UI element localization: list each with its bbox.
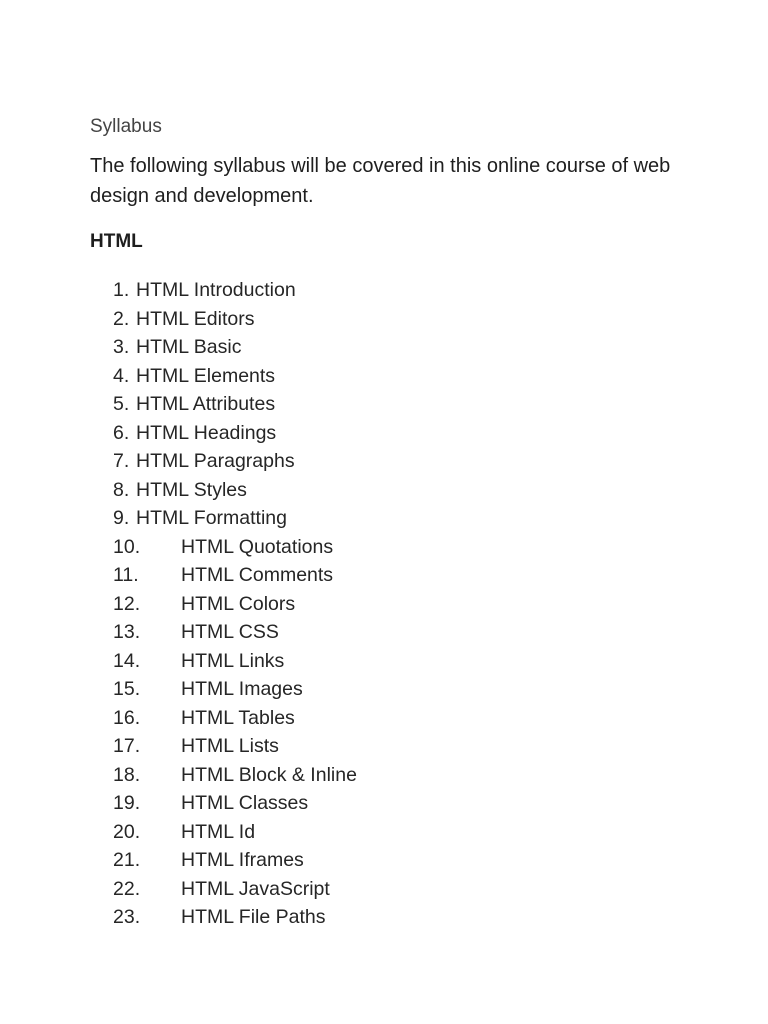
list-item-label: HTML Id	[181, 820, 256, 843]
list-item-label: HTML Attributes	[136, 393, 276, 415]
list-item-label: HTML Links	[181, 649, 285, 672]
list-item	[0, 732, 768, 761]
list-item-label: HTML Tables	[181, 706, 295, 729]
list-item-label: HTML JavaScript	[181, 877, 330, 900]
list-item	[0, 276, 768, 305]
list-item	[0, 561, 768, 590]
list-item	[0, 647, 768, 676]
list-item	[0, 675, 768, 704]
list-item	[0, 590, 768, 619]
list-item-number: 19.	[113, 792, 141, 814]
list-item-number: 6.	[113, 421, 130, 444]
list-item	[0, 476, 768, 505]
list-item-number: 10.	[113, 535, 141, 558]
list-item-label: HTML Lists	[181, 735, 279, 757]
list-item-number: 11.	[113, 564, 139, 586]
list-item-number: 21.	[113, 849, 141, 871]
list-item	[0, 447, 768, 476]
list-item	[0, 390, 768, 419]
list-item	[0, 818, 768, 847]
list-item-number: 4.	[113, 364, 130, 387]
list-item-number: 13.	[113, 621, 141, 643]
list-item-label: HTML Styles	[136, 478, 247, 501]
list-item-number: 3.	[113, 336, 130, 358]
list-item-number: 12.	[113, 592, 141, 615]
list-item-label: HTML Iframes	[181, 849, 304, 871]
list-item-label: HTML Comments	[181, 564, 334, 586]
list-item-number: 5.	[113, 393, 130, 415]
list-item-number: 18.	[113, 763, 141, 786]
list-item	[0, 903, 768, 932]
list-item-label: HTML Quotations	[181, 535, 334, 558]
intro-paragraph: The following syllabus will be covered in this online course of web design and development.	[90, 155, 671, 207]
list-item	[0, 875, 768, 904]
list-item-number: 2.	[113, 307, 130, 330]
list-item-label: HTML Elements	[136, 364, 276, 387]
list-item-label: HTML Classes	[181, 792, 309, 814]
list-item-label: HTML CSS	[181, 621, 279, 643]
list-item-number: 15.	[113, 678, 141, 700]
list-item-number: 20.	[113, 820, 141, 843]
list-item-number: 7.	[113, 450, 130, 472]
list-item-number: 22.	[113, 877, 141, 900]
list-item-number: 8.	[113, 478, 130, 501]
list-item	[0, 305, 768, 334]
list-item-label: HTML Basic	[136, 336, 242, 358]
list-item-label: HTML Images	[181, 678, 303, 700]
list-item-number: 16.	[113, 706, 141, 729]
list-item-number: 14.	[113, 649, 141, 672]
list-item-label: HTML File Paths	[181, 906, 326, 928]
section-heading: HTML	[90, 231, 143, 252]
list-item	[0, 533, 768, 562]
document-title: Syllabus	[90, 116, 162, 137]
list-item	[0, 362, 768, 391]
list-item-label: HTML Colors	[181, 592, 296, 615]
syllabus-list	[0, 276, 768, 932]
list-item-label: HTML Introduction	[136, 279, 296, 301]
list-item-number: 1.	[113, 279, 130, 301]
list-item	[0, 846, 768, 875]
list-item	[0, 419, 768, 448]
list-item-label: HTML Block & Inline	[181, 763, 357, 786]
list-item	[0, 333, 768, 362]
list-item-label: HTML Headings	[136, 421, 277, 444]
list-item	[0, 618, 768, 647]
list-item-number: 9.	[113, 507, 130, 529]
list-item	[0, 789, 768, 818]
list-item-label: HTML Editors	[136, 307, 255, 330]
list-item-number: 23.	[113, 906, 141, 928]
list-item-label: HTML Paragraphs	[136, 450, 295, 472]
list-item	[0, 504, 768, 533]
list-item	[0, 761, 768, 790]
list-item-number: 17.	[113, 735, 141, 757]
list-item	[0, 704, 768, 733]
list-item-label: HTML Formatting	[136, 507, 287, 529]
